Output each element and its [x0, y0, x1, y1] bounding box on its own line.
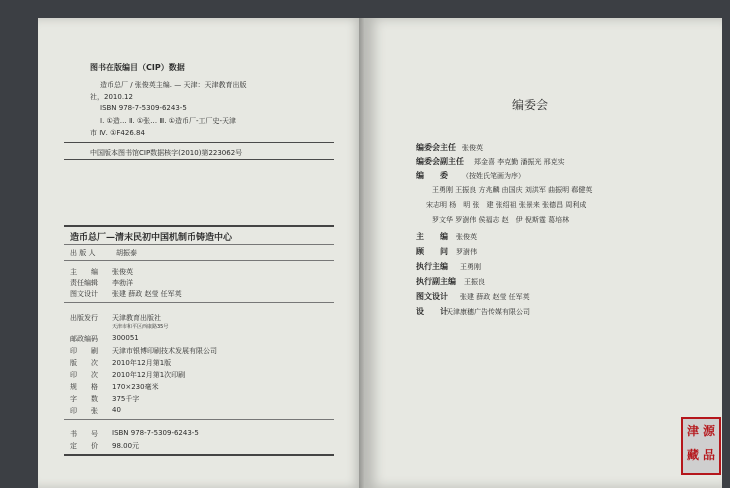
- editor-label: 主 编: [70, 268, 98, 276]
- cip-line: 造币总厂 / 张俊英主编. — 天津：天津教育出版: [100, 81, 247, 89]
- board-members: 宋志明 杨 明 张 建 张绍祖 张景来 张德昌 周利成: [426, 201, 587, 209]
- editor-label: 责任编辑: [70, 279, 98, 287]
- price-label: 定 价: [70, 442, 98, 450]
- pub-value: 天津市银博印刷技术发展有限公司: [112, 347, 217, 355]
- board-role: 执行主编: [416, 262, 448, 271]
- pub-label: 印 次: [70, 371, 98, 379]
- cip-title: 图书在版编目（CIP）数据: [90, 63, 185, 72]
- editor-label: 图文设计: [70, 290, 98, 298]
- pub-label: 印 刷: [70, 347, 98, 355]
- board-role: 顾 问: [416, 247, 448, 256]
- pub-label: 版 次: [70, 359, 98, 367]
- board-names: 王振良: [464, 278, 485, 286]
- board-role: 设 计: [416, 307, 448, 316]
- pub-label: 印 张: [70, 407, 98, 415]
- pub-address: 天津市和平区西康路35号: [112, 324, 169, 330]
- pub-value: 170×230毫米: [112, 383, 159, 391]
- editor-value: 张俊英: [112, 268, 133, 276]
- pub-label: 出版发行: [70, 314, 98, 322]
- pub-value: 40: [112, 406, 121, 414]
- right-page-editorial-board: [364, 18, 722, 488]
- board-members: 王勇刚 王振良 方兆麟 由国庆 刘洪军 曲振明 郗健英: [432, 186, 593, 194]
- cip-line: 社，2010.12: [90, 93, 133, 101]
- isbn-value: ISBN 978-7-5309-6243-5: [112, 429, 199, 437]
- board-role: 编 委: [416, 171, 448, 180]
- pub-value: 2010年12月第1版: [112, 359, 172, 367]
- board-names: 张俊英: [456, 233, 477, 241]
- board-note: （按姓氏笔画为序）: [462, 172, 525, 180]
- pub-value: 300051: [112, 334, 139, 342]
- publisher-person-label: 出 版 人: [70, 249, 96, 257]
- board-members: 罗文华 罗澍伟 侯福志 赵 伊 倪斯霆 葛培林: [432, 216, 570, 224]
- divider: [64, 244, 334, 245]
- board-role: 编委会副主任: [416, 157, 464, 166]
- board-role: 执行副主编: [416, 277, 456, 286]
- seal-char: 藏: [687, 448, 700, 462]
- editor-value: 李勃洋: [112, 279, 133, 287]
- board-names: 郑金喜 李克勤 潘振光 邢克实: [474, 158, 565, 166]
- board-role: 主 编: [416, 232, 448, 241]
- left-page-copyright: [38, 18, 364, 488]
- divider: [64, 260, 334, 261]
- board-names: 罗澍伟: [456, 248, 477, 256]
- pub-value: 375千字: [112, 395, 140, 403]
- divider: [64, 454, 334, 456]
- board-role: 图文设计: [416, 292, 448, 301]
- divider: [64, 419, 334, 420]
- publisher-person-value: 胡振泰: [116, 249, 137, 257]
- board-role: 编委会主任: [416, 143, 456, 152]
- divider: [64, 142, 334, 143]
- editor-value: 张建 薛政 赵莹 任军英: [112, 290, 182, 298]
- cip-number: 中国版本图书馆CIP数据核字(2010)第223062号: [90, 149, 243, 157]
- price-value: 98.00元: [112, 442, 140, 450]
- pub-label: 字 数: [70, 395, 98, 403]
- seal-char: 源: [703, 424, 716, 438]
- isbn-label: 书 号: [70, 430, 98, 438]
- divider: [64, 302, 334, 303]
- cip-line: 市 Ⅳ. ①F426.84: [90, 129, 145, 137]
- pub-label: 邮政编码: [70, 335, 98, 343]
- seal-stamp: [681, 417, 721, 475]
- board-names: 天津康穗广告传媒有限公司: [446, 308, 530, 316]
- pub-value: 2010年12月第1次印刷: [112, 371, 186, 379]
- seal-char: 津: [687, 424, 700, 438]
- board-names: 张建 薛政 赵莹 任军英: [460, 293, 530, 301]
- seal-char: 品: [703, 448, 716, 462]
- cip-line: ISBN 978-7-5309-6243-5: [100, 104, 187, 112]
- page-title: 编委会: [512, 98, 549, 112]
- book-title: 造币总厂—清末民初中国机制币铸造中心: [70, 233, 233, 243]
- pub-label: 规 格: [70, 383, 98, 391]
- cip-line: Ⅰ. ①造… Ⅱ. ①张… Ⅲ. ①造币厂-工厂史-天津: [100, 117, 237, 125]
- divider: [64, 225, 334, 227]
- divider: [64, 159, 334, 160]
- pub-value: 天津教育出版社: [112, 314, 161, 322]
- board-names: 王勇刚: [460, 263, 481, 271]
- board-names: 张俊英: [462, 144, 483, 152]
